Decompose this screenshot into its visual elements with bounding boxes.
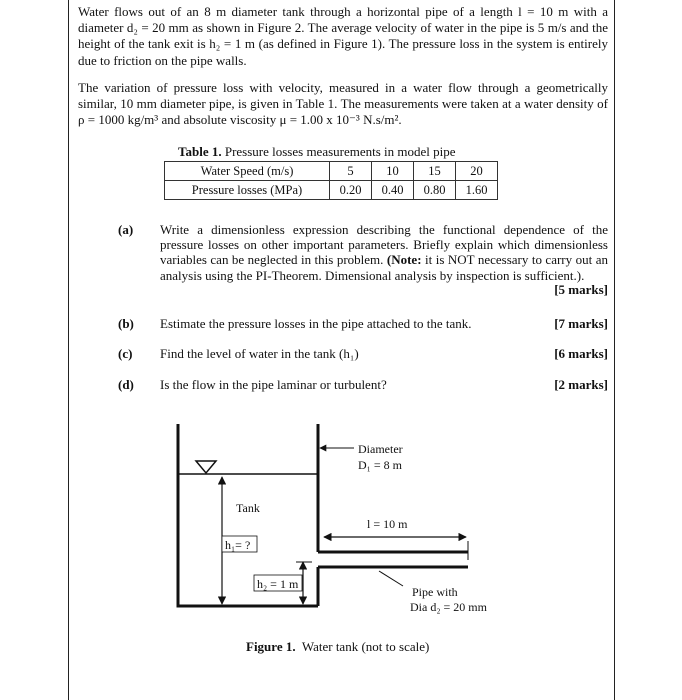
question-label: (d) <box>118 377 134 392</box>
tank-label: Tank <box>236 501 260 515</box>
question-marks: [6 marks] <box>554 346 608 361</box>
table-cell: 5 <box>330 162 372 181</box>
table-cell: 20 <box>456 162 498 181</box>
table-cell: 15 <box>414 162 456 181</box>
question-marks: [7 marks] <box>554 316 608 331</box>
table-cell: 0.20 <box>330 181 372 200</box>
pipe-label-text: Pipe with <box>412 585 458 599</box>
pipe-label <box>410 585 488 614</box>
figure-caption-text: Water tank (not to scale) <box>295 639 430 654</box>
question-text: Is the flow in the pipe laminar or turbulent? <box>160 377 387 392</box>
h2-label: h₂ = 1 m <box>257 577 299 591</box>
pipe-leader-line <box>379 571 403 586</box>
table-cell: 0.40 <box>372 181 414 200</box>
figure-caption-label: Figure 1. <box>246 639 296 654</box>
table-caption-label: Table 1. <box>178 144 222 159</box>
water-level-triangle-icon <box>196 461 216 473</box>
table-row-label: Water Speed (m/s) <box>165 162 330 181</box>
table-caption-text: Pressure losses measurements in model pipe <box>221 144 456 159</box>
question-text: Estimate the pressure losses in the pipe attached to the tank. <box>160 316 472 331</box>
question-label: (c) <box>118 346 133 361</box>
diameter-label-text: Diameter <box>358 442 403 456</box>
diameter-value-text: D₁ = 8 m <box>358 458 402 472</box>
question-text: Find the level of water in the tank (h₁) <box>160 346 359 361</box>
question-label: (b) <box>118 316 134 331</box>
question-note-label: (Note: <box>386 252 422 268</box>
question-marks: [2 marks] <box>554 377 608 392</box>
question-note-text: it is NOT necessary to carry out an analysis using the PI-Theorem. Dimensional analysis by inspection is sufficient.). <box>160 252 608 283</box>
table-cell: 1.60 <box>456 181 498 200</box>
table-cell: 0.80 <box>414 181 456 200</box>
diameter-label <box>358 442 403 472</box>
problem-paragraph-2: The variation of pressure loss with velocity, measured in a water flow through a geometrically similar, 10 mm diameter pipe, is given in Table 1. The measurements were taken at a water density of ρ = 1000 kg/m³ and absolute viscosity μ = 1.00 x 10⁻³ N.s/m². <box>78 80 608 128</box>
question-label: (a) <box>118 222 134 237</box>
question-marks: [5 marks] <box>554 282 608 297</box>
pipe <box>318 541 468 567</box>
problem-paragraph-1: Water flows out of an 8 m diameter tank through a horizontal pipe of a length l = 10 m with a diameter d₂ = 20 mm as shown in Figure 2. The average velocity of water in the pipe is 5 m/s and the height of the tank exit is h₂ = 1 m (as defined in Figure 1). The pressure loss in the system is entirely due to friction on the pipe walls. <box>78 4 608 68</box>
pipe-diameter-text: Dia d₂ = 20 mm <box>410 600 487 614</box>
table-row-label: Pressure losses (MPa) <box>165 181 330 200</box>
question-text-main: Write a dimensionless expression describing the functional dependence of the pressure losses on other important parameters. Briefly explain which dimensionless variables can be neglected in this problem. <box>160 222 608 268</box>
pipe-length-label: l = 10 m <box>367 517 408 531</box>
h1-label: h₁= ? <box>225 538 251 552</box>
figure-caption <box>246 639 429 655</box>
table-cell: 10 <box>372 162 414 181</box>
